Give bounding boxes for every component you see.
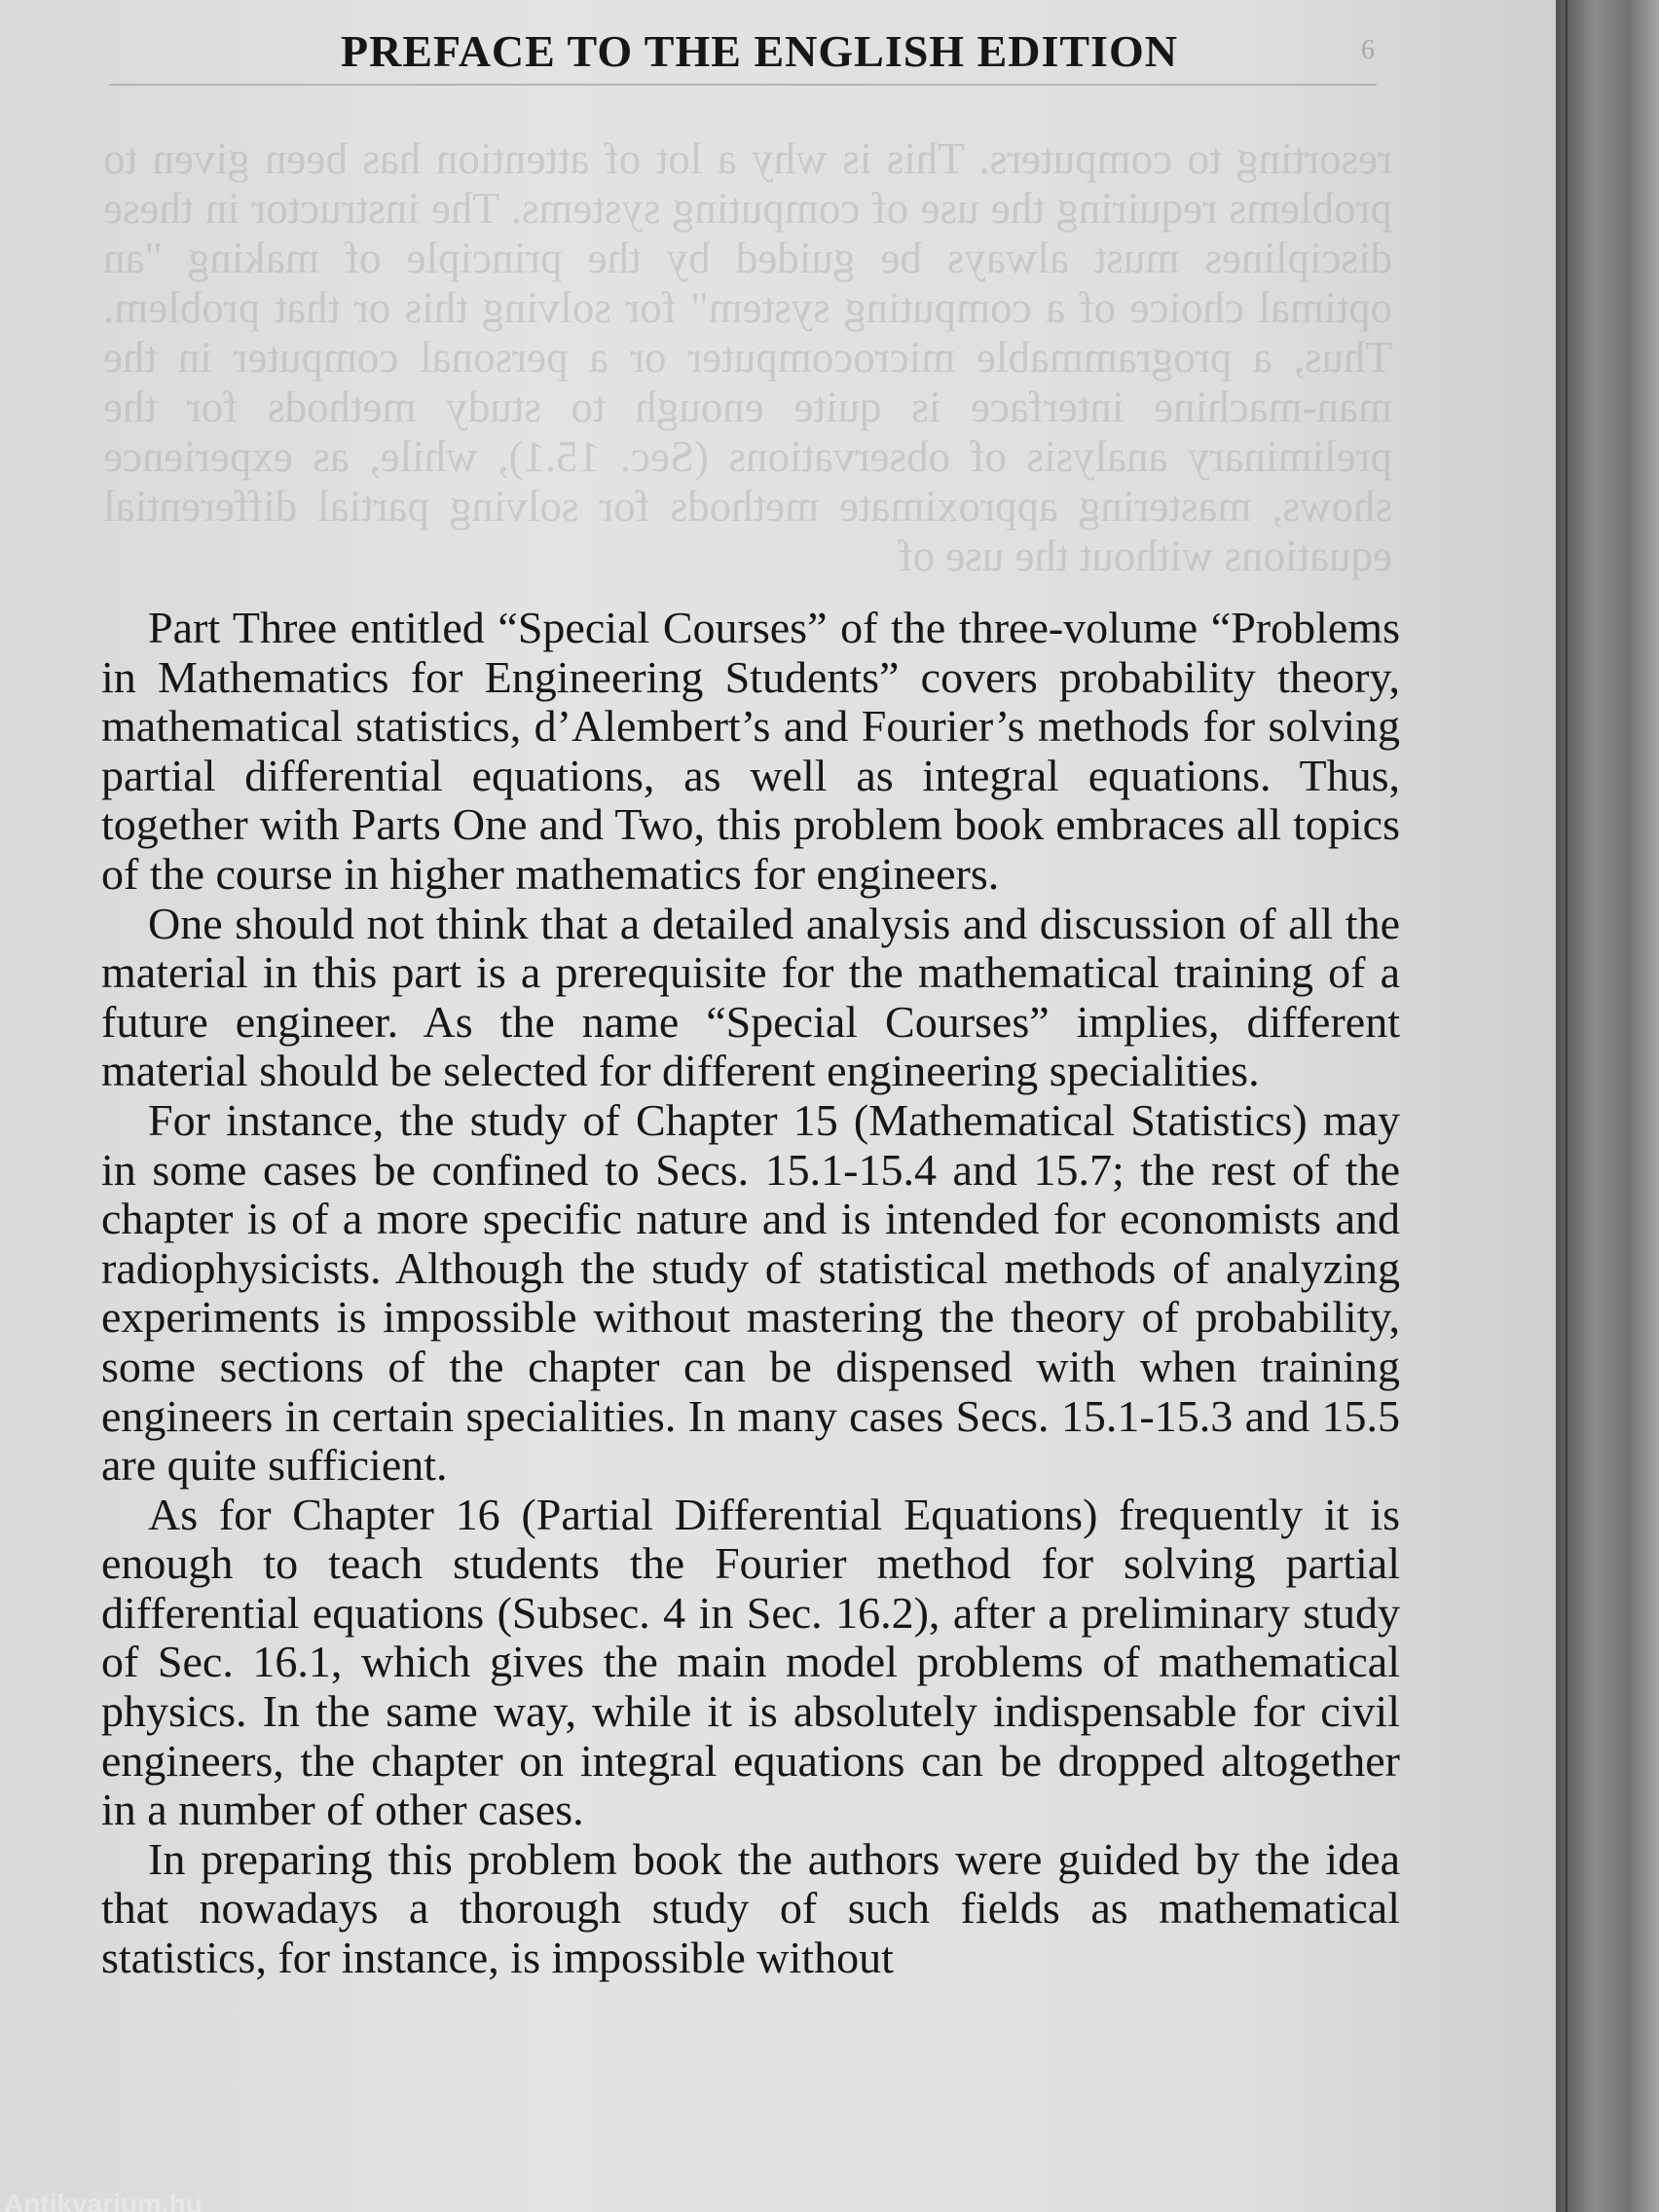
body-text xyxy=(101,604,1400,1983)
paragraph-4: As for Chapter 16 (Partial Differential Equations) frequently it is enough to teach students the Fourier method for solving partial differential equations (Subsec. 4 in Sec. 16.2), after a preliminary study of Sec. 16.1, which gives the main model problems of mathematical physics. In the same way, while it is absolutely indispensable for civil engineers, the chapter on integral equations can be dropped altogether in a number of other cases. xyxy=(101,1489,1400,1835)
paragraph-3: For instance, the study of Chapter 15 (Mathematical Statistics) may in some cases be confined to Secs. 15.1-15.4 and 15.7; the rest of the chapter is of a more specific nature and is intended for economists and radiophysicists. Although the study of statistical methods of analyzing experiments is impossible without mastering the theory of probability, some sections of the chapter can be dispensed with when training engineers in certain specialities. In many cases Secs. 15.1-​15.3 and 15.5 are quite sufficient. xyxy=(101,1094,1400,1491)
page-edge-shadow xyxy=(1556,0,1659,2212)
paragraph-2: One should not think that a detailed analysis and discussion of all the material in this part is a prerequisite for the mathematical training of a future engineer. As the name “Special Courses” implies, different material should be selected for different engineering specialities. xyxy=(101,898,1400,1096)
paragraph-1: Part Three entitled “Special Courses” of the three-volume “Problems in Mathematics for Engineering Students” covers probability theory, mathematical statistics, d’Alembert’s and Fourier’s methods for solving partial differential equations, as well as integral equations. Thus, together with Parts One and Two, this problem book embraces all topics of the course in higher mathematics for engineers. xyxy=(101,603,1400,899)
page-number: 6 xyxy=(1361,35,1375,65)
bleed-through-text: resorting to computers. This is why a lot of attention has been given to problems requiring the use of computing systems. The instructor in these disciplines must always be guided by the principle of making "an optimal choice of a computing system" for solving this or that problem. Thus, a programmable microcomputer or a personal computer in the man-machine interface is quite enough to study methods for the preliminary analysis of observations (Sec. 15.1), while, as experience shows, mastering approximate methods for solving partial differential equations without the use of xyxy=(103,134,1392,580)
watermark: Antikvarium.hu xyxy=(4,2189,203,2212)
running-header: PREFACE TO THE ENGLISH EDITION xyxy=(341,26,1178,76)
paragraph-5: In preparing this problem book the authors were guided by the idea that nowadays a thorough study of such fields as mathematical statistics, for instance, is impossible without xyxy=(101,1833,1400,1983)
header-rule xyxy=(109,84,1377,86)
